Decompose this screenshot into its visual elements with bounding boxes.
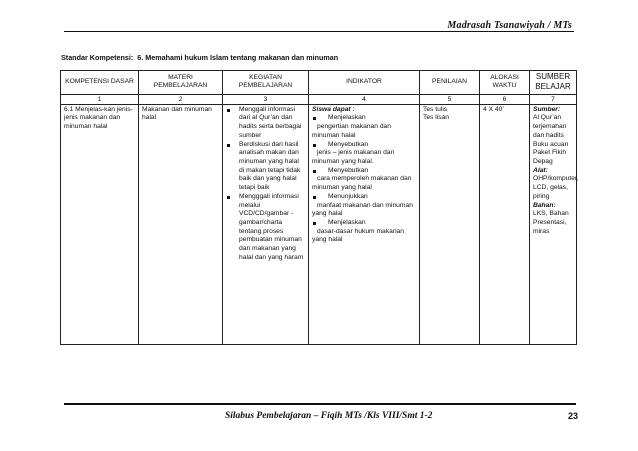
sumber-cell [530, 104, 577, 344]
column-number: 2 [139, 94, 223, 104]
column-number: 6 [480, 94, 530, 104]
header-alokasi-waktu: ALOKASI WAKTU [480, 71, 530, 95]
indikator-heading: Siswa dapat : [312, 105, 355, 113]
standar-kompetensi [61, 53, 338, 62]
header-kompetensi-dasar: KOMPETENSI DASAR [61, 71, 139, 95]
header-kegiatan-pembelajaran: KEGIATAN PEMBELAJARAN [223, 71, 309, 95]
materi-text: Makanan dan minuman halal [142, 105, 212, 122]
column-number: 4 [309, 94, 420, 104]
indikator-detail: dasar-dasar hukum makanan yang halal [312, 227, 404, 244]
kegiatan-cell [223, 104, 309, 344]
sumber-text: Buku acuan Paket Fikih Depag [533, 140, 569, 165]
header-penilaian: PENILAIAN [420, 71, 480, 95]
bahan-text: LKS, Bahan Presentasi, miras [533, 210, 569, 235]
column-number-row [61, 94, 577, 104]
footer-title: Silabus Pembelajaran – Fiqih MTs /Kls VIII/Smt 1-2 [225, 411, 433, 421]
indikator-detail: manfaat makanan dan minuman yang halal [312, 201, 413, 218]
kegiatan-item: Menggali informasi dari al Qur’an dan hadits serta berbagai sumber [226, 106, 305, 141]
alat-text: OHP/komputer, LCD, gelas, piring [533, 175, 579, 200]
indikator-cell [309, 104, 420, 344]
kompetensi-dasar-text: 6.1 Menjelas-kan jenis-jenis makanan dan minuman halal [64, 105, 133, 131]
indikator-verb: Menjelaskan [312, 114, 416, 123]
indikator-verb: Menyebutkan [312, 141, 416, 150]
column-number: 1 [61, 94, 139, 104]
penilaian-item: Tes lisan [423, 114, 450, 122]
indikator-detail: jenis – jenis makanan dan minuman yang halal. [312, 149, 395, 165]
indikator-detail: cara memperoleh makanan dan minuman yang halal [312, 175, 412, 192]
header-sumber-belajar: SUMBER BELAJAR [530, 71, 577, 95]
indikator-verb: Menjelaskan [312, 219, 416, 228]
bahan-heading: Bahan: [533, 201, 556, 209]
sumber-heading: Sumber: [533, 105, 561, 113]
standar-kompetensi-label: Standar Kompetensi: [61, 53, 134, 62]
indikator-verb: Menyebutkan [312, 167, 416, 176]
silabus-table [60, 70, 577, 345]
column-number: 3 [223, 94, 309, 104]
footer-rule [64, 403, 576, 405]
alat-heading: Alat: [533, 166, 548, 174]
page-number: 23 [567, 411, 578, 421]
kegiatan-item: Berdiskusi dari hasil analisah makan dan minuman yang halal di makan tetapi tidak baik dan yang halal tetapi baik [226, 141, 305, 193]
kegiatan-item: Mengggali informasi melalui VCD/CD/gambar -gambar/charta tentang proses pembuatan minuman dan makanan yang halal dan yang haram [226, 193, 305, 263]
header-materi-pembelajaran: MATERI PEMBELAJARAN [139, 71, 223, 95]
column-number: 7 [530, 94, 577, 104]
kegiatan-list [226, 106, 305, 263]
indikator-list [312, 114, 416, 245]
document-header-title: Madrasah Tsanawiyah / MTs [447, 20, 572, 31]
indikator-detail: pengertian makanan dan minuman halal [312, 123, 391, 139]
sumber-text: Al Qur’an terjemahan dan hadits [533, 114, 567, 139]
penilaian-cell [420, 104, 480, 344]
table-header-row [61, 71, 577, 95]
indikator-item [312, 141, 416, 167]
table-row [61, 104, 577, 344]
indikator-item [312, 167, 416, 193]
indikator-item [312, 193, 416, 219]
alokasi-waktu-value: 4 X 40’ [483, 105, 504, 113]
column-number: 5 [420, 94, 480, 104]
indikator-verb: Menunjukkan [312, 193, 416, 202]
indikator-item [312, 114, 416, 140]
penilaian-item: Tes tulis [423, 105, 448, 113]
materi-cell [139, 104, 223, 344]
alokasi-cell [480, 104, 530, 344]
kompetensi-dasar-cell [61, 104, 139, 344]
indikator-item [312, 219, 416, 245]
header-indikator: INDIKATOR [309, 71, 420, 95]
standar-kompetensi-text: 6. Memahami hukum Islam tentang makanan dan minuman [137, 53, 339, 62]
header-rule [64, 31, 574, 32]
